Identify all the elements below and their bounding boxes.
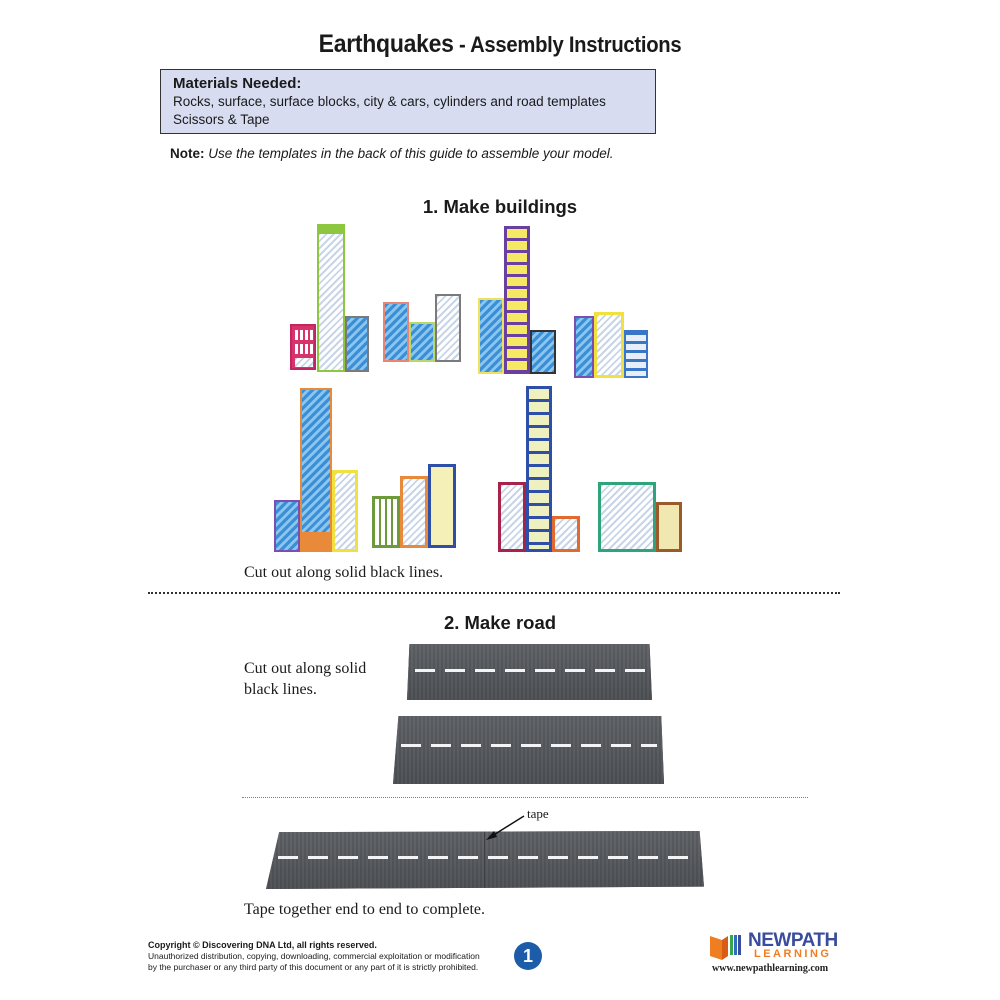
building-icon: [435, 294, 461, 362]
title-sub: Assembly Instructions: [470, 32, 682, 57]
building-icon: [274, 500, 300, 552]
building-icon: [526, 386, 552, 552]
section-2-caption: [244, 658, 366, 700]
newpath-logo: [708, 930, 848, 978]
page-number-badge: 1: [514, 942, 542, 970]
building-icon: [300, 388, 332, 552]
note-text: Use the templates in the back of this guide to assemble your model.: [208, 146, 614, 161]
road-centerline: [415, 669, 645, 672]
notice-line: by the purchaser or any third party of this document or any part of it is strictly prohibited.: [148, 962, 479, 972]
notice-line: Unauthorized distribution, copying, downloading, commercial exploitation or modification: [148, 951, 480, 961]
building-icon: [428, 464, 456, 548]
building-icon: [332, 470, 358, 552]
building-icon: [498, 482, 526, 552]
caption-line: Cut out along solid: [244, 660, 367, 677]
materials-line: Scissors & Tape: [173, 112, 270, 127]
building-icon: [594, 312, 624, 378]
section-divider: [242, 797, 808, 798]
page-title: [40, 30, 960, 59]
building-icon: [624, 330, 648, 378]
section-3-caption: Tape together end to end to complete.: [244, 901, 486, 918]
materials-line: Rocks, surface, surface blocks, city & cars, cylinders and road templates: [173, 94, 606, 109]
building-icon: [345, 316, 369, 372]
building-icon: [372, 496, 400, 548]
building-icon: [290, 324, 316, 370]
buildings-photo: [270, 220, 670, 560]
tape-label: tape: [527, 806, 549, 821]
materials-heading: Materials Needed:: [173, 75, 302, 92]
section-divider: [148, 592, 840, 594]
logo-text-top: NEWPATH: [748, 930, 838, 951]
note: [170, 146, 613, 161]
section-1-title: 1. Make buildings: [422, 196, 578, 217]
road-centerline: [401, 744, 657, 747]
building-icon: [552, 516, 580, 552]
road-centerline: [278, 856, 696, 859]
title-separator: -: [453, 32, 471, 57]
building-icon: [400, 476, 428, 548]
building-icon: [656, 502, 682, 552]
building-icon: [574, 316, 594, 378]
building-icon: [504, 226, 530, 374]
website-url[interactable]: www.newpathlearning.com: [712, 963, 829, 974]
logo-text-bottom: LEARNING: [754, 948, 832, 960]
building-icon: [409, 322, 435, 362]
road-strip-2: [393, 716, 664, 784]
title-main: Earthquakes: [318, 30, 454, 58]
building-icon: [598, 482, 656, 552]
building-icon: [530, 330, 556, 374]
materials-box: [160, 69, 656, 134]
copyright-text: Copyright © Discovering DNA Ltd, all rights reserved.: [148, 940, 377, 950]
book-icon: [708, 932, 746, 960]
building-icon: [383, 302, 409, 362]
note-label: Note:: [170, 146, 205, 161]
building-icon: [478, 298, 504, 374]
arrow-icon: [480, 812, 530, 844]
road-strip-1: [407, 644, 652, 700]
footer-copyright: [148, 940, 480, 973]
caption-line: black lines.: [244, 681, 317, 698]
building-icon: [317, 224, 345, 372]
section-1-caption: Cut out along solid black lines.: [244, 564, 444, 581]
section-2-title: 2. Make road: [443, 612, 557, 633]
